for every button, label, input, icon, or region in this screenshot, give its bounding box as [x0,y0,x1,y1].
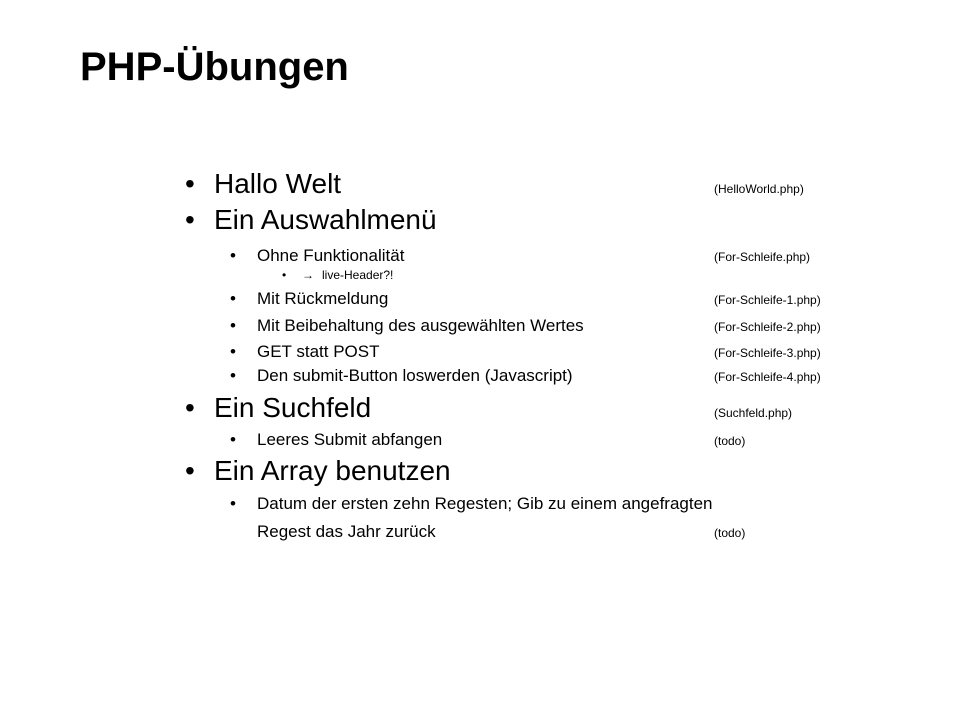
file-todo: (todo) [714,526,746,540]
item-get-statt-post: GET statt POST [257,342,380,361]
file-for-schleife-4: (For-Schleife-4.php) [714,370,821,384]
item-mit-beibehaltung: Mit Beibehaltung des ausgewählten Wertes [257,316,584,335]
item-ein-suchfeld: Ein Suchfeld [214,392,372,423]
bullet-marker: • [230,430,236,449]
item-ohne-funktionalitaet: Ohne Funktionalität [257,246,405,265]
bullet-marker: • [230,289,236,308]
item-submit-button: Den submit-Button loswerden (Javascript) [257,366,573,385]
file-for-schleife: (For-Schleife.php) [714,250,811,264]
item-ein-auswahlmenue: Ein Auswahlmenü [214,204,437,235]
slide-title: PHP-Übungen [80,45,349,89]
item-mit-rueckmeldung: Mit Rückmeldung [257,289,389,308]
item-hallo-welt: Hallo Welt [214,168,342,199]
file-for-schleife-1: (For-Schleife-1.php) [714,293,821,307]
item-datum-regesten-cont: Regest das Jahr zurück [257,522,436,541]
bullet-marker: • [230,246,236,265]
item-datum-regesten: Datum der ersten zehn Regesten; Gib zu einem angefragten [257,494,713,513]
bullet-marker: • [185,168,195,199]
file-for-schleife-2: (For-Schleife-2.php) [714,320,821,334]
arrow-icon: → [302,268,314,282]
item-ein-array: Ein Array benutzen [214,455,451,486]
bullet-marker: • [185,204,195,235]
item-leeres-submit: Leeres Submit abfangen [257,430,443,449]
bullet-marker: • [230,366,236,385]
bullet-marker: • [230,342,236,361]
bullet-marker: • [230,494,236,513]
bullet-marker: • [185,455,195,486]
file-todo: (todo) [714,434,746,448]
bullet-marker: • [230,316,236,335]
file-for-schleife-3: (For-Schleife-3.php) [714,346,821,360]
item-live-header: live-Header?! [322,268,394,282]
bullet-marker: • [282,268,287,282]
file-suchfeld: (Suchfeld.php) [714,406,793,420]
bullet-marker: • [185,392,195,423]
file-hello-world: (HelloWorld.php) [714,182,804,196]
